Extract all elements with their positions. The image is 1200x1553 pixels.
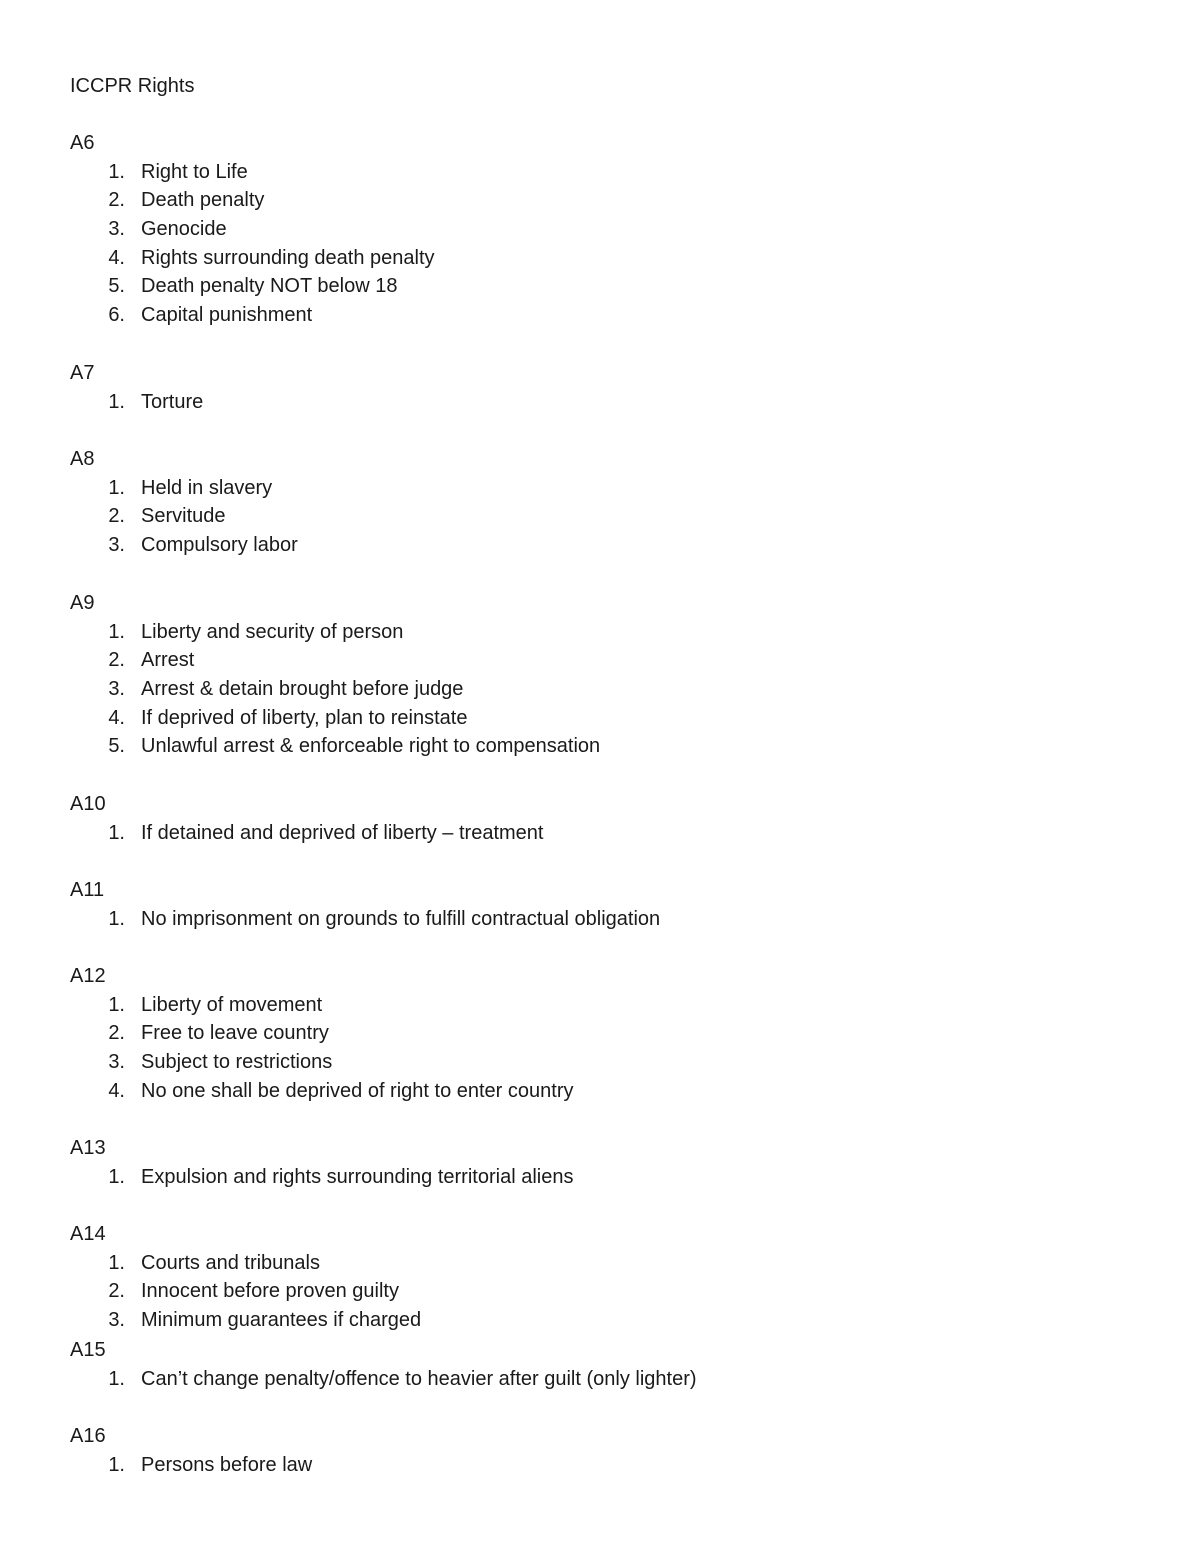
list-item-text: Unlawful arrest & enforceable right to compensation (141, 735, 601, 758)
list-item (70, 186, 1150, 215)
list-item-number: 1. (108, 160, 125, 183)
list-item-text: Arrest & detain brought before judge (141, 678, 464, 701)
list-item (70, 272, 1150, 301)
list-item-text: Liberty and security of person (141, 620, 404, 643)
list-item-text: Torture (141, 390, 204, 413)
list-item-number: 1. (108, 907, 125, 930)
list-item (70, 244, 1150, 273)
list-item-number: 3. (108, 678, 125, 701)
list-item-text: Death penalty (141, 189, 265, 212)
section-heading: A6 (70, 132, 95, 154)
list-item-number: 1. (108, 476, 125, 499)
list-item-number: 1. (108, 1453, 125, 1476)
list-item (70, 704, 1150, 733)
list-item-number: 2. (108, 1280, 125, 1303)
list-item (70, 1249, 1150, 1278)
list-item-text: No one shall be deprived of right to enter country (141, 1079, 574, 1102)
list-item-text: Capital punishment (141, 304, 313, 327)
section-a11 (70, 876, 1150, 933)
section-heading: A10 (70, 793, 106, 815)
list-item-text: Expulsion and rights surrounding territorial aliens (141, 1165, 574, 1188)
section-heading: A12 (70, 965, 106, 987)
list-item (70, 1306, 1150, 1335)
list-item-text: Courts and tribunals (141, 1251, 320, 1274)
list-item-text: Can’t change penalty/offence to heavier after guilt (only lighter) (141, 1367, 697, 1390)
section-a16 (70, 1422, 1150, 1479)
list-item (70, 1163, 1150, 1192)
list-item (70, 1019, 1150, 1048)
list-item (70, 1277, 1150, 1306)
list-item (70, 1365, 1150, 1394)
section-a6 (70, 129, 1150, 330)
list-item-text: Persons before law (141, 1453, 313, 1476)
list-item-text: Minimum guarantees if charged (141, 1309, 422, 1332)
list-item-text: No imprisonment on grounds to fulfill contractual obligation (141, 907, 661, 930)
section-a14 (70, 1220, 1150, 1335)
list-item-number: 3. (108, 1309, 125, 1332)
document-title: ICCPR Rights (70, 75, 195, 97)
list-item-number: 1. (108, 1367, 125, 1390)
section-heading: A9 (70, 592, 95, 614)
section-heading: A14 (70, 1223, 106, 1245)
list-item (70, 158, 1150, 187)
section-a15 (70, 1336, 1150, 1393)
section-a12 (70, 962, 1150, 1105)
list-item-number: 2. (108, 189, 125, 212)
list-item-number: 2. (108, 505, 125, 528)
list-item-text: Liberty of movement (141, 993, 323, 1016)
list-item (70, 1077, 1150, 1106)
list-item (70, 675, 1150, 704)
list-item-number: 3. (108, 218, 125, 241)
list-item (70, 905, 1150, 934)
list-item (70, 301, 1150, 330)
list-item (70, 502, 1150, 531)
list-item-number: 1. (108, 620, 125, 643)
list-item (70, 388, 1150, 417)
list-item-text: Servitude (141, 505, 226, 528)
list-item-number: 4. (108, 706, 125, 729)
section-a10 (70, 790, 1150, 847)
section-a9 (70, 589, 1150, 761)
list-item-number: 6. (108, 304, 125, 327)
list-item-number: 1. (108, 821, 125, 844)
list-item-number: 3. (108, 1051, 125, 1074)
section-heading: A16 (70, 1425, 106, 1447)
section-heading: A11 (70, 879, 105, 901)
list-item-text: Rights surrounding death penalty (141, 246, 435, 269)
section-heading: A15 (70, 1339, 106, 1361)
section-heading: A7 (70, 362, 95, 384)
list-item-number: 1. (108, 1165, 125, 1188)
list-item-number: 4. (108, 246, 125, 269)
list-item-text: Right to Life (141, 160, 248, 183)
list-item (70, 531, 1150, 560)
list-item (70, 991, 1150, 1020)
list-item (70, 732, 1150, 761)
list-item-number: 5. (108, 735, 125, 758)
section-heading: A8 (70, 448, 95, 470)
list-item-text: Compulsory labor (141, 534, 298, 557)
list-item-number: 1. (108, 390, 125, 413)
list-item-text: If deprived of liberty, plan to reinstate (141, 706, 468, 729)
list-item-number: 1. (108, 993, 125, 1016)
list-item-number: 5. (108, 275, 125, 298)
list-item (70, 819, 1150, 848)
list-item-number: 3. (108, 534, 125, 557)
list-item-text: If detained and deprived of liberty – treatment (141, 821, 544, 844)
list-item-text: Death penalty NOT below 18 (141, 275, 398, 298)
list-item-number: 2. (108, 1022, 125, 1045)
list-item-text: Free to leave country (141, 1022, 329, 1045)
list-item (70, 618, 1150, 647)
list-item (70, 1048, 1150, 1077)
list-item (70, 474, 1150, 503)
list-item-number: 1. (108, 1251, 125, 1274)
section-a7 (70, 359, 1150, 416)
list-item (70, 215, 1150, 244)
list-item (70, 646, 1150, 675)
list-item-text: Held in slavery (141, 476, 273, 499)
list-item-text: Subject to restrictions (141, 1051, 333, 1074)
list-item-text: Genocide (141, 218, 227, 241)
list-item-number: 4. (108, 1079, 125, 1102)
list-item-text: Arrest (141, 649, 195, 672)
list-item (70, 1451, 1150, 1480)
list-item-number: 2. (108, 649, 125, 672)
section-heading: A13 (70, 1137, 106, 1159)
section-a8 (70, 445, 1150, 560)
list-item-text: Innocent before proven guilty (141, 1280, 399, 1303)
section-a13 (70, 1134, 1150, 1191)
